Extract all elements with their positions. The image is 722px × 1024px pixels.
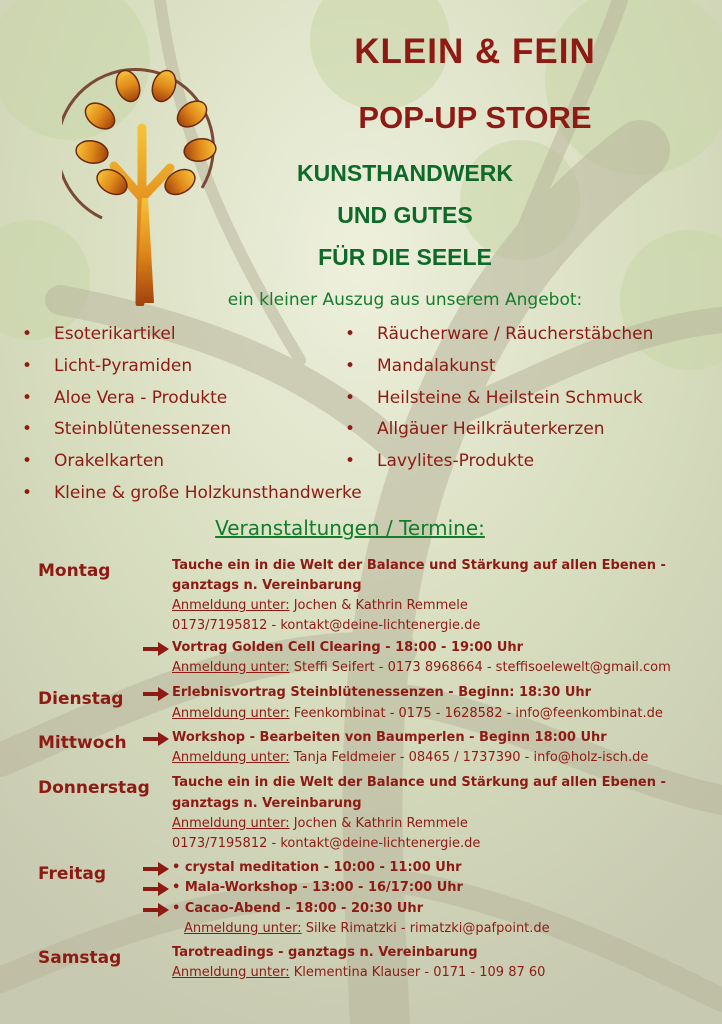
bullet-icon: •: [22, 451, 33, 471]
events-heading: Veranstaltungen / Termine:: [215, 516, 485, 540]
bullet-icon: •: [22, 483, 33, 503]
registration-line: [172, 965, 545, 980]
bullet-icon: •: [22, 356, 33, 376]
bullet-icon: •: [345, 451, 356, 471]
day-label-montag: Montag: [38, 561, 111, 581]
registration-contact: Tanja Feldmeier - 08465 / 1737390 - info@holz-isch.de: [289, 750, 649, 765]
registration-line: [172, 660, 671, 675]
event-line: • Cacao-Abend - 18:00 - 20:30 Uhr: [172, 901, 424, 916]
registration-label: Anmeldung unter:: [172, 816, 290, 831]
registration-contact: Feenkombinat - 0175 - 1628582 - info@feenkombinat.de: [289, 706, 663, 721]
event-line: Workshop - Bearbeiten von Baumperlen - Beginn 18:00 Uhr: [172, 730, 607, 745]
offer-intro: ein kleiner Auszug aus unserem Angebot:: [227, 290, 583, 310]
tagline-line-2: UND GUTES: [337, 202, 473, 228]
offer-label: Steinblütenessenzen: [54, 419, 232, 439]
event-line: Vortrag Golden Cell Clearing - 18:00 - 19:00 Uhr: [172, 640, 524, 655]
offer-label: Heilsteine & Heilstein Schmuck: [377, 388, 643, 408]
arrow-right-icon: [143, 862, 169, 876]
registration-line: [184, 921, 550, 936]
bullet-icon: •: [22, 388, 33, 408]
arrow-right-icon: [143, 732, 169, 746]
event-line: Erlebnisvortrag Steinblütenessenzen - Beginn: 18:30 Uhr: [172, 685, 592, 700]
bullet-icon: •: [345, 388, 356, 408]
event-line: Tauche ein in die Welt der Balance und Stärkung auf allen Ebenen -: [172, 775, 666, 790]
day-label-samstag: Samstag: [38, 948, 122, 968]
bullet-icon: •: [345, 324, 356, 344]
registration-line: [172, 706, 663, 721]
event-line: • Mala-Workshop - 13:00 - 16/17:00 Uhr: [172, 880, 463, 895]
event-line: • crystal meditation - 10:00 - 11:00 Uhr: [172, 860, 462, 875]
bullet-icon: •: [22, 419, 33, 439]
day-label-dienstag: Dienstag: [38, 689, 124, 709]
tree-logo: [62, 48, 234, 306]
contact-line: 0173/7195812 - kontakt@deine-lichtenergie.de: [172, 618, 481, 633]
store-subtitle: POP-UP STORE: [358, 100, 592, 135]
bullet-icon: •: [22, 324, 33, 344]
day-label-mittwoch: Mittwoch: [38, 733, 127, 753]
event-line: ganztags n. Vereinbarung: [172, 578, 362, 593]
arrow-right-icon: [143, 882, 169, 896]
registration-label: Anmeldung unter:: [172, 706, 290, 721]
registration-label: Anmeldung unter:: [172, 598, 290, 613]
registration-contact: Jochen & Kathrin Remmele: [289, 598, 468, 613]
registration-contact: Steffi Seifert - 0173 8968664 - steffisoelewelt@gmail.com: [289, 660, 671, 675]
registration-label: Anmeldung unter:: [184, 921, 302, 936]
offer-label: Aloe Vera - Produkte: [54, 388, 228, 408]
day-label-donnerstag: Donnerstag: [38, 778, 150, 798]
registration-line: [172, 750, 648, 765]
store-title: KLEIN & FEIN: [354, 32, 596, 71]
registration-contact: Klementina Klauser - 0171 - 109 87 60: [289, 965, 546, 980]
registration-contact: Silke Rimatzki - rimatzki@pafpoint.de: [301, 921, 550, 936]
registration-label: Anmeldung unter:: [172, 660, 290, 675]
tagline-line-3: FÜR DIE SEELE: [318, 244, 492, 270]
day-label-freitag: Freitag: [38, 864, 107, 884]
offer-label: Esoterikartikel: [54, 324, 176, 344]
offer-label: Allgäuer Heilkräuterkerzen: [377, 419, 605, 439]
bullet-icon: •: [345, 419, 356, 439]
event-line: Tarotreadings - ganztags n. Vereinbarung: [172, 945, 478, 960]
tagline-line-1: KUNSTHANDWERK: [297, 160, 513, 186]
event-line: Tauche ein in die Welt der Balance und Stärkung auf allen Ebenen -: [172, 558, 666, 573]
offer-label: Licht-Pyramiden: [54, 356, 193, 376]
arrow-right-icon: [143, 903, 169, 917]
arrow-right-icon: [143, 687, 169, 701]
bullet-icon: •: [345, 356, 356, 376]
offer-label: Kleine & große Holzkunsthandwerke: [54, 483, 362, 503]
event-line: ganztags n. Vereinbarung: [172, 796, 362, 811]
offer-label: Räucherware / Räucherstäbchen: [377, 324, 654, 344]
registration-label: Anmeldung unter:: [172, 750, 290, 765]
offer-label: Orakelkarten: [54, 451, 165, 471]
arrow-right-icon: [143, 642, 169, 656]
offer-label: Mandalakunst: [377, 356, 496, 376]
offer-label: Lavylites-Produkte: [377, 451, 535, 471]
registration-contact: Jochen & Kathrin Remmele: [289, 816, 468, 831]
contact-line: 0173/7195812 - kontakt@deine-lichtenergie.de: [172, 836, 481, 851]
registration-line: [172, 598, 468, 613]
registration-line: [172, 816, 468, 831]
registration-label: Anmeldung unter:: [172, 965, 290, 980]
